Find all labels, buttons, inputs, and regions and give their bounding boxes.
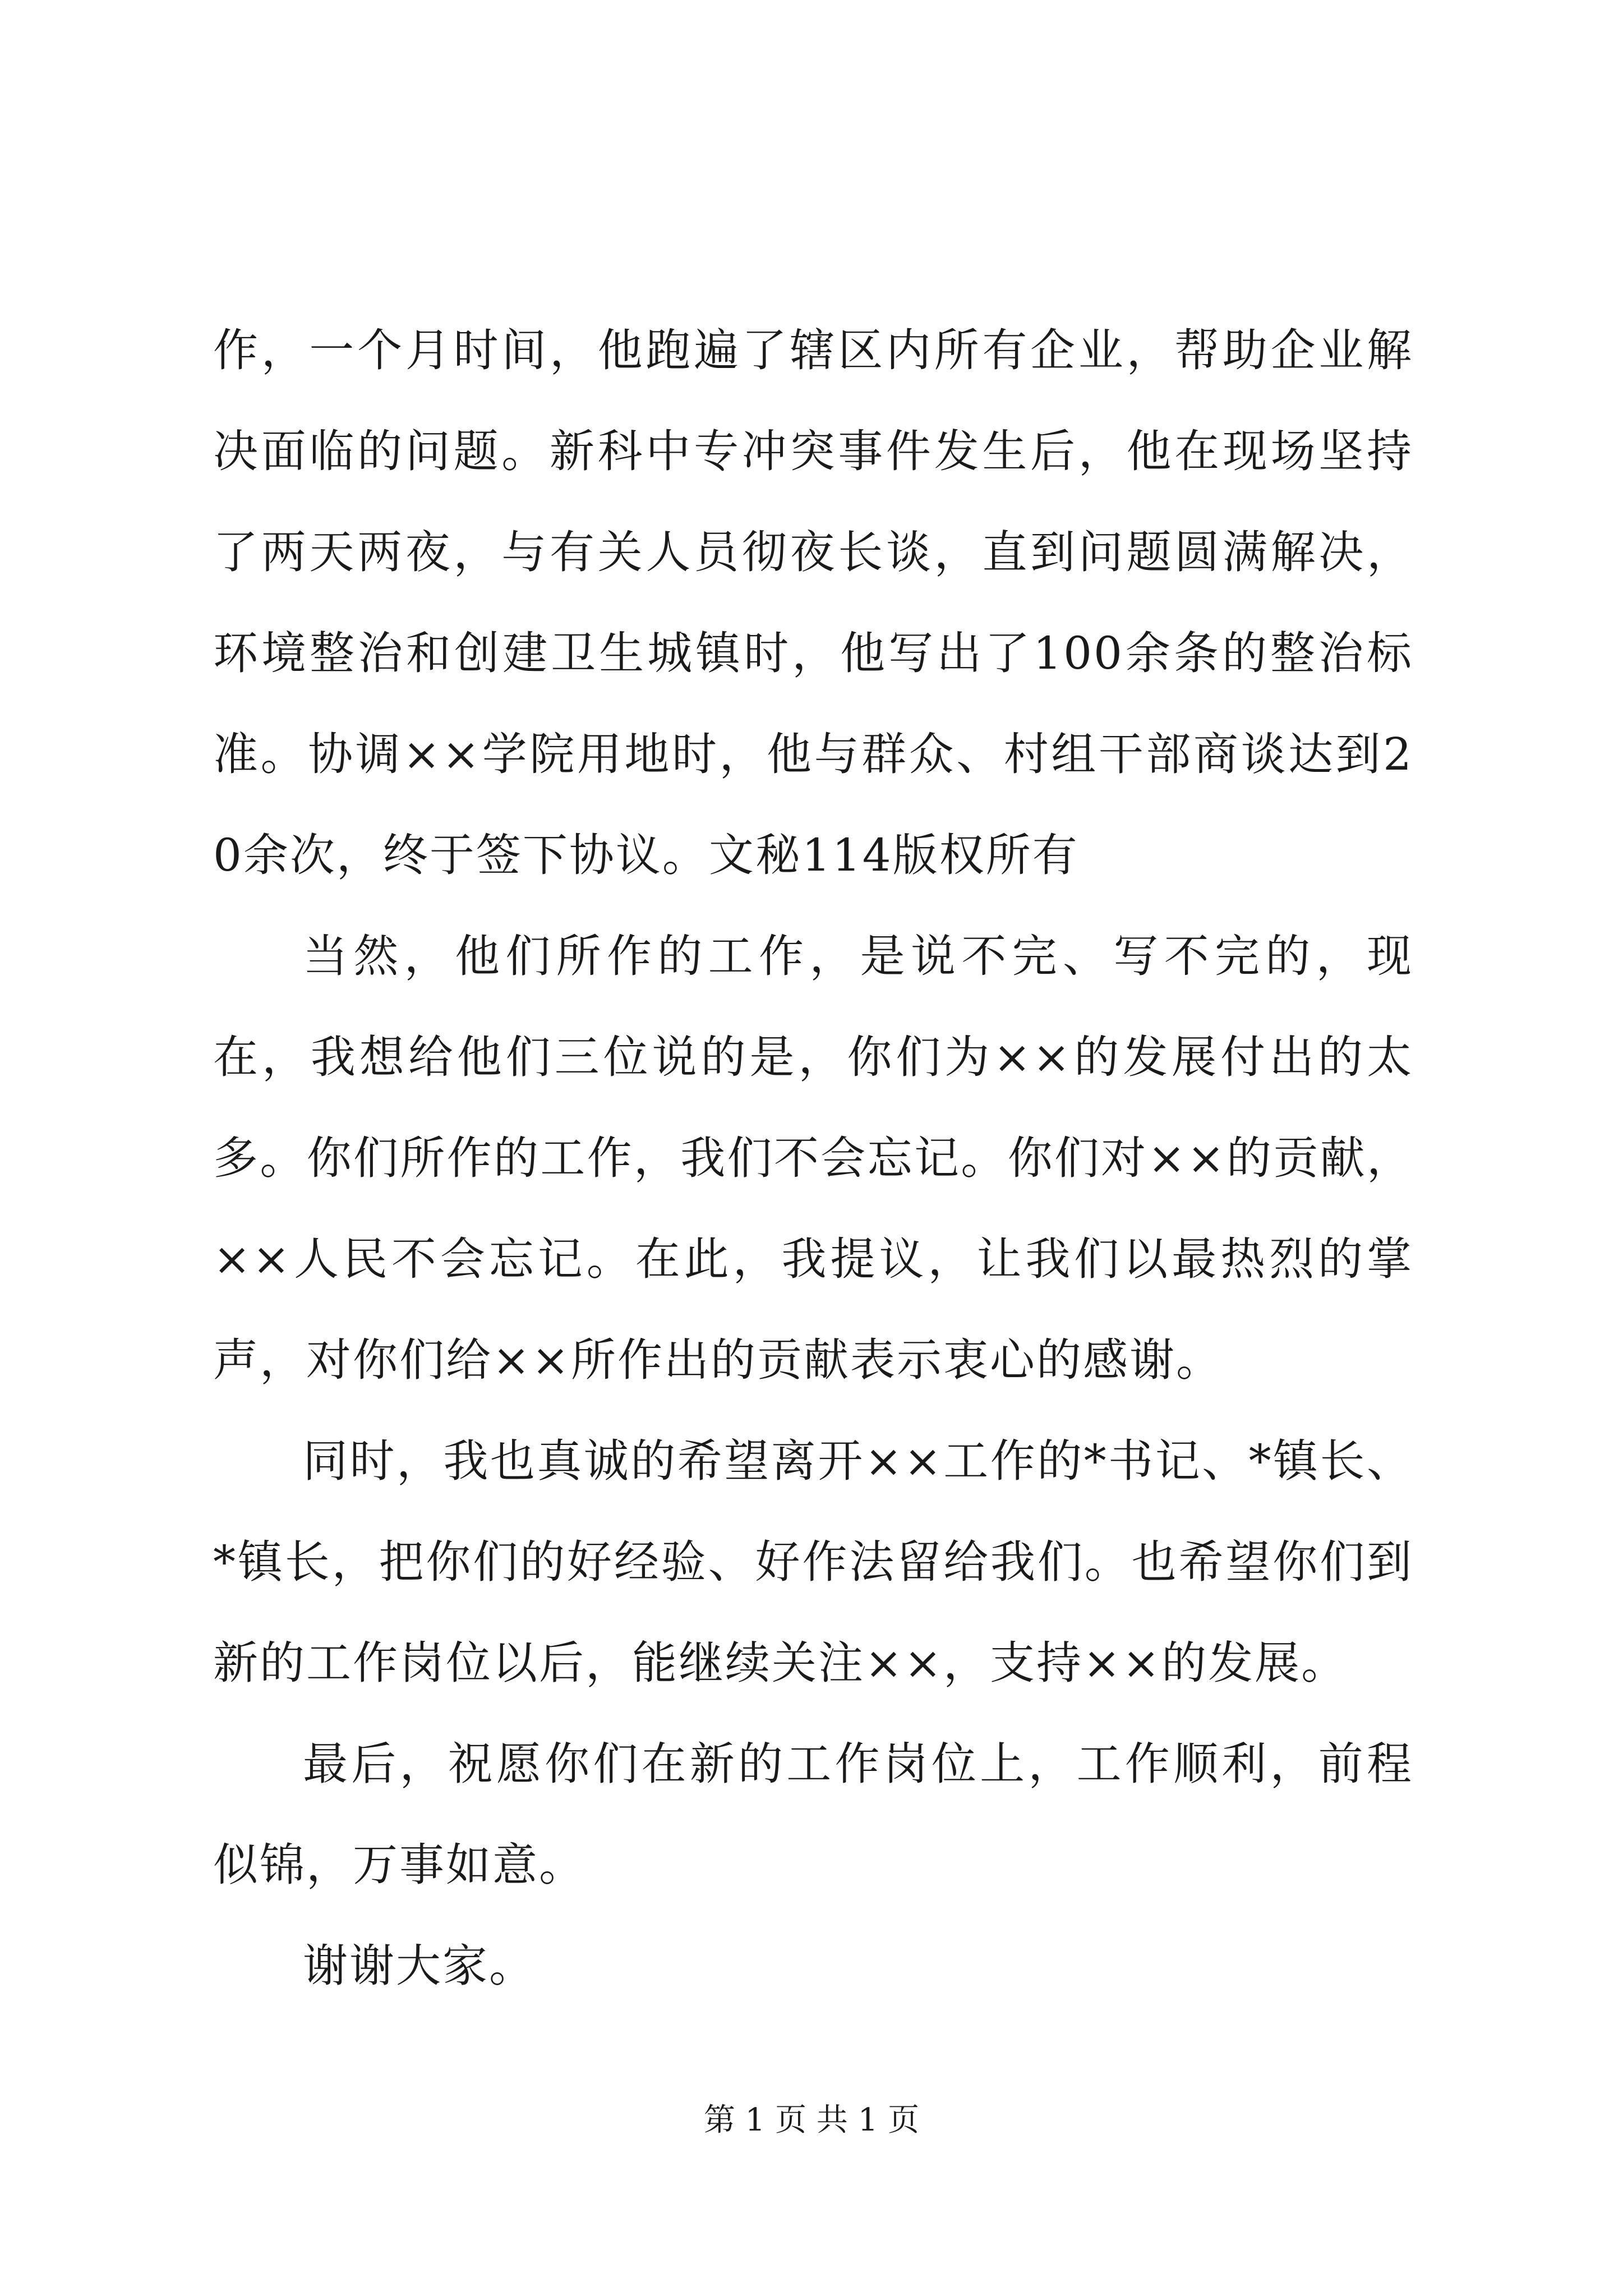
paragraph-3: 同时，我也真诚的希望离开××工作的*书记、*镇长、*镇长，把你们的好经验、好作法留给我们。也希望你们到新的工作岗位以后，能继续关注××，支持××的发展。 [213, 1435, 1413, 1689]
document-body [213, 300, 1413, 2017]
paragraph-2: 当然，他们所作的工作，是说不完、写不完的，现在，我想给他们三位说的是，你们为××的发展付出的太多。你们所作的工作，我们不会忘记。你们对××的贡献，××人民不会忘记。在此，我提议，让我们以最热烈的掌声，对你们给××所作出的贡献表示衷心的感谢。 [213, 930, 1413, 1386]
page-number-footer: 第 1 页 共 1 页 [703, 2102, 920, 2138]
paragraph-1: 作，一个月时间，他跑遍了辖区内所有企业，帮助企业解决面临的问题。新科中专冲突事件发生后，他在现场坚持了两天两夜，与有关人员彻夜长谈，直到问题圆满解决，环境整治和创建卫生城镇时，他写出了100余条的整治标准。协调××学院用地时，他与群众、村组干部商谈达到20余次，终于签下协议。文秘114版权所有 [213, 324, 1413, 881]
paragraph-5: 谢谢大家。 [303, 1940, 536, 1992]
paragraph-4: 最后，祝愿你们在新的工作岗位上，工作顺利，前程似锦，万事如意。 [213, 1738, 1413, 1891]
